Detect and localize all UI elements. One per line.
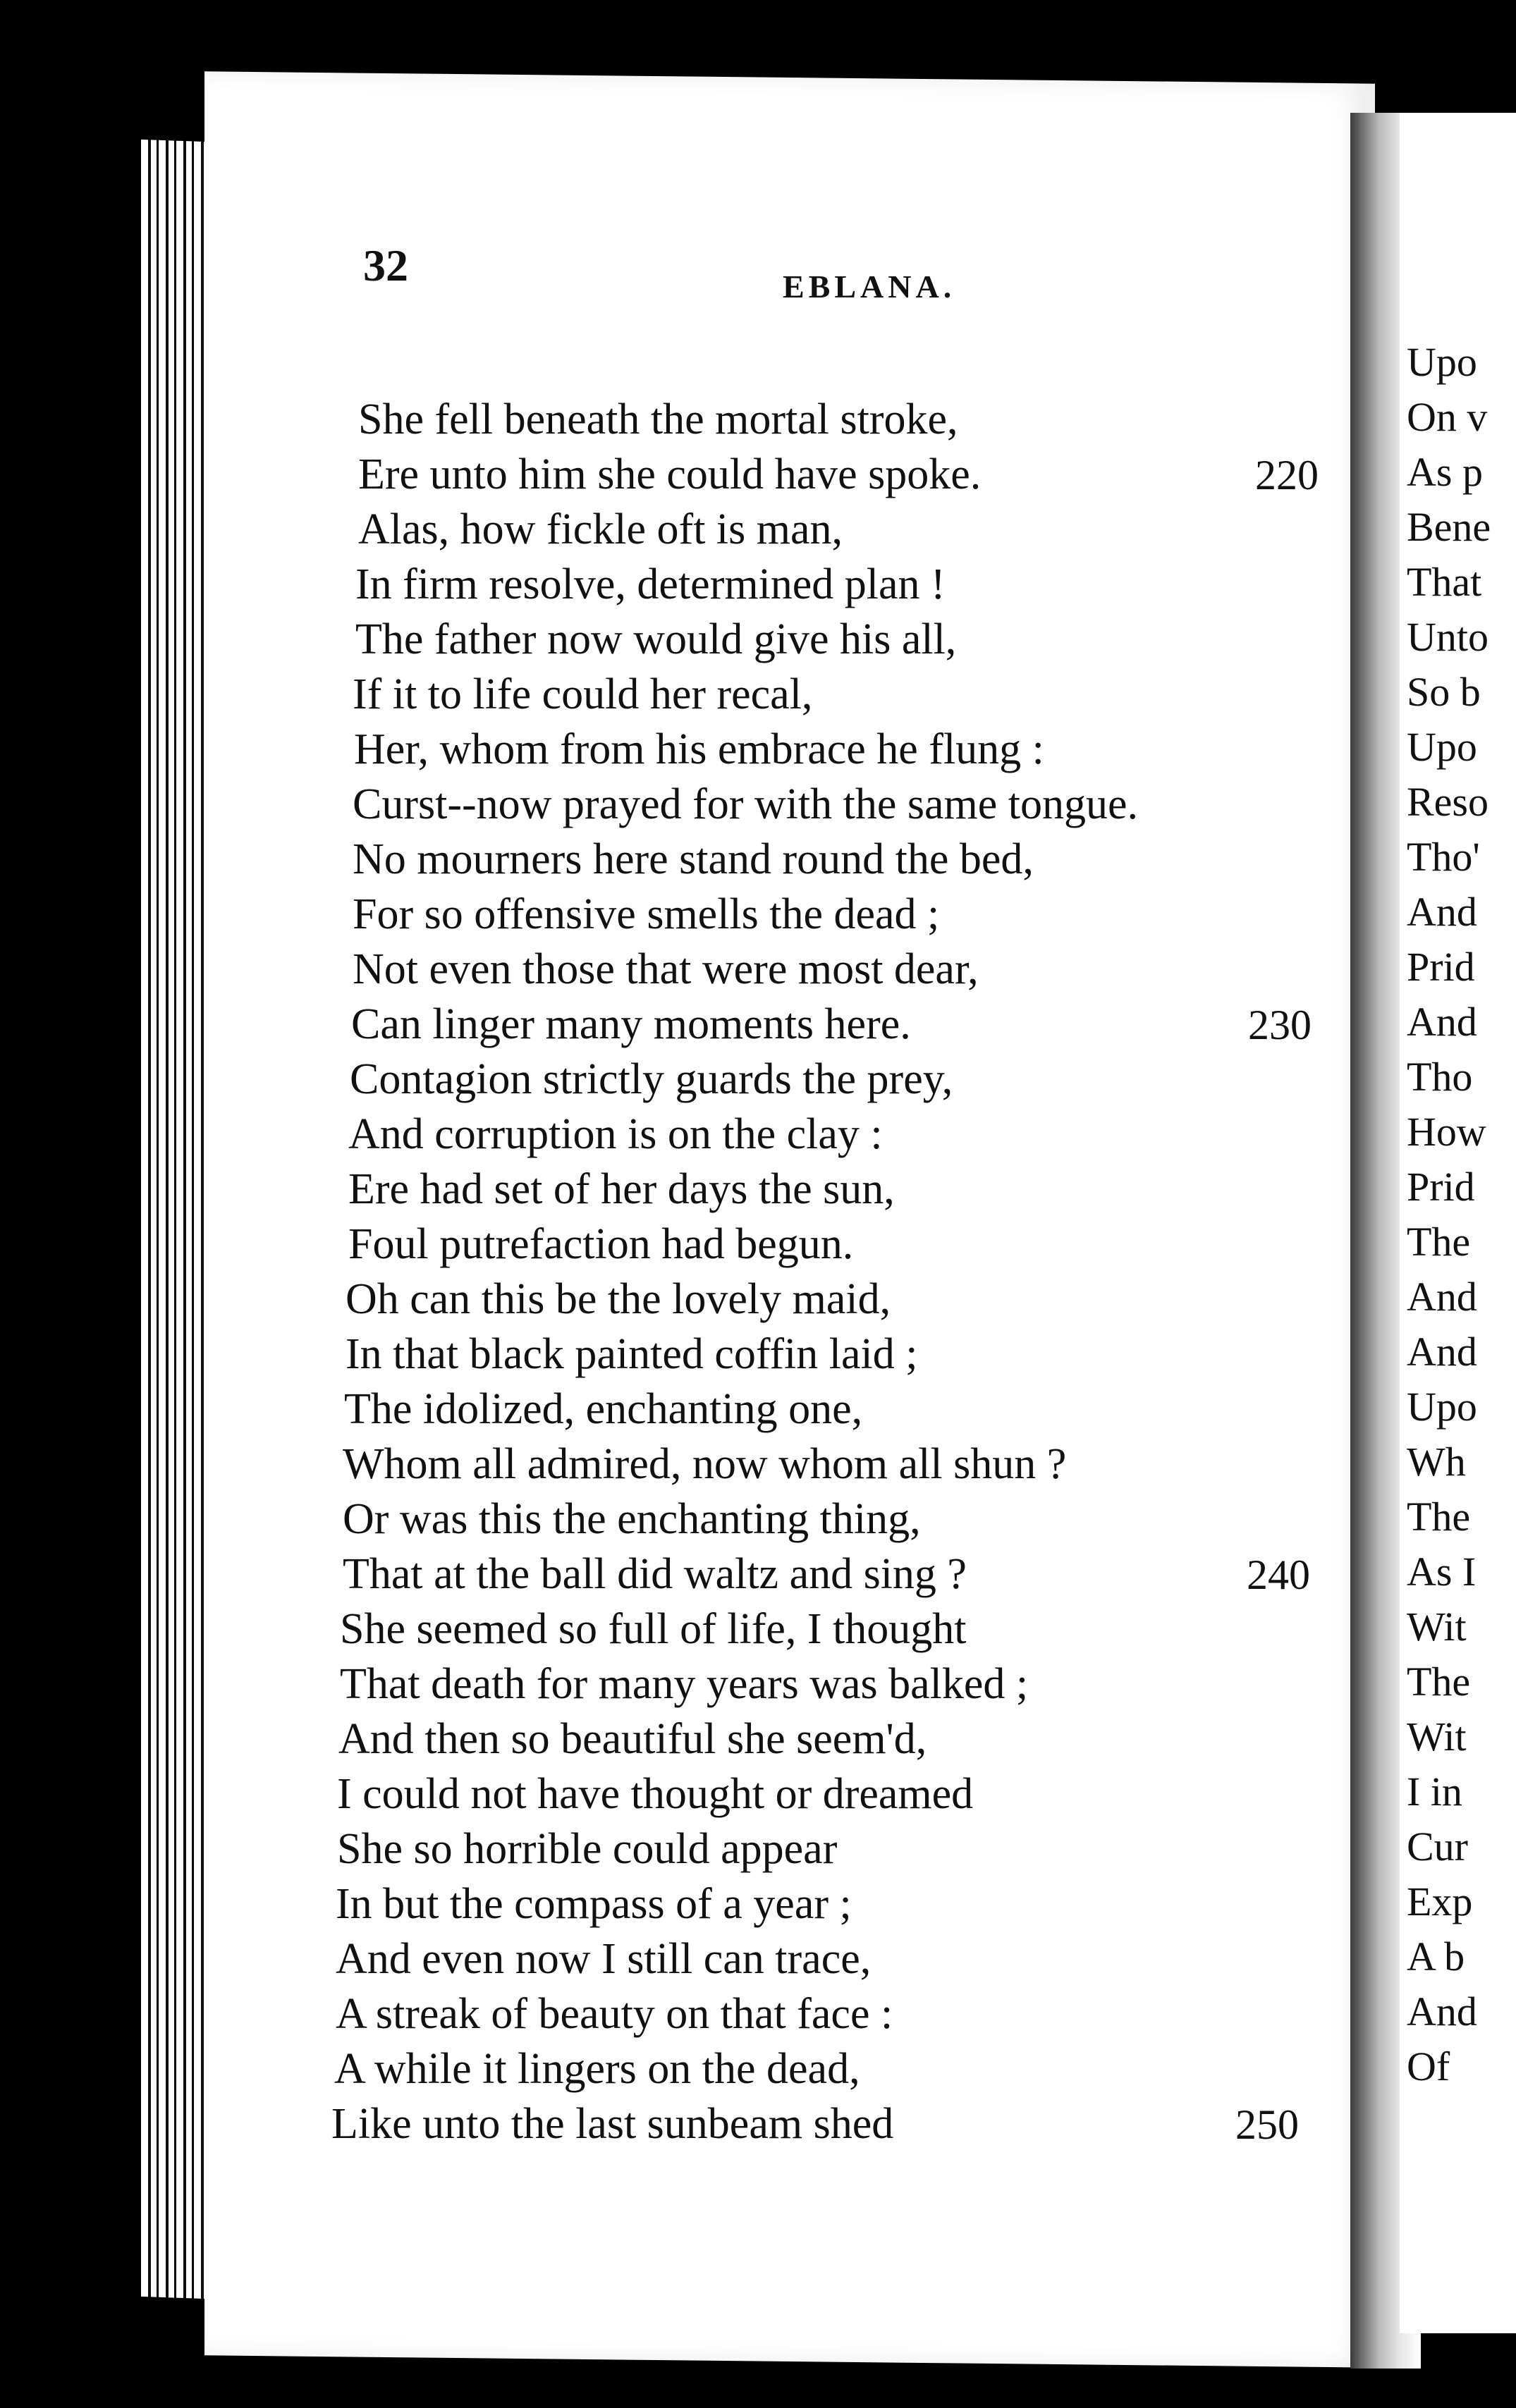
facing-page-line: Upo: [1407, 724, 1477, 770]
verse-line: Ere had set of her days the sun,: [348, 1165, 895, 1213]
facing-page-line: And: [1407, 889, 1477, 935]
running-title: EBLANA.: [783, 269, 956, 305]
verse-line: And even now I still can trace,: [336, 1935, 872, 1983]
facing-page-line: I in: [1407, 1769, 1462, 1814]
verse-line: Can linger many moments here.: [351, 1000, 911, 1048]
verse-line: A while it lingers on the dead,: [334, 2045, 860, 2093]
facing-page-line: Upo: [1407, 339, 1477, 385]
verse-line: Her, whom from his embrace he flung :: [354, 725, 1044, 773]
facing-page-line: Exp: [1407, 1879, 1473, 1924]
facing-page-line: Prid: [1407, 1164, 1475, 1210]
facing-page-line: The: [1407, 1659, 1471, 1704]
page-number: 32: [363, 240, 408, 290]
verse-line: No mourners here stand round the bed,: [353, 835, 1034, 883]
verse-line: Foul putrefaction had begun.: [348, 1220, 854, 1268]
verse-line: That death for many years was balked ;: [340, 1660, 1029, 1708]
verse-line: Not even those that were most dear,: [353, 945, 979, 993]
facing-page-line: Upo: [1407, 1384, 1477, 1430]
verse-line: Contagion strictly guards the prey,: [350, 1055, 953, 1103]
verse-line: Whom all admired, now whom all shun ?: [343, 1440, 1067, 1488]
verse-line: The father now would give his all,: [355, 615, 957, 663]
facing-page-line: Unto: [1407, 614, 1489, 660]
verse-line: If it to life could her recal,: [353, 670, 813, 718]
verse-line: Or was this the enchanting thing,: [343, 1495, 921, 1543]
verse-line: And corruption is on the clay :: [348, 1110, 883, 1158]
facing-page-line: On v: [1407, 394, 1488, 440]
facing-page-line: Tho: [1407, 1054, 1473, 1100]
facing-page-line: How: [1407, 1109, 1486, 1155]
facing-page-line: A b: [1407, 1934, 1465, 1979]
verse-line: That at the ball did waltz and sing ?: [343, 1550, 967, 1598]
verse-line: Oh can this be the lovely maid,: [346, 1275, 891, 1323]
line-number: 230: [1248, 1002, 1312, 1048]
line-number: 250: [1235, 2101, 1299, 2148]
facing-page-line: And: [1407, 1989, 1477, 2034]
line-number: 240: [1247, 1552, 1310, 1598]
facing-page-line: Wit: [1407, 1604, 1467, 1650]
facing-page-line: Bene: [1407, 504, 1491, 550]
facing-page-line: As p: [1407, 449, 1483, 495]
facing-page-line: And: [1407, 1274, 1477, 1320]
verse-line: A streak of beauty on that face :: [336, 1990, 893, 2038]
verse-line: In but the compass of a year ;: [336, 1880, 852, 1928]
verse-line: For so offensive smells the dead ;: [353, 890, 940, 938]
facing-page-line: So b: [1407, 669, 1481, 715]
verse-line: I could not have thought or dreamed: [337, 1770, 974, 1818]
verse-line: Curst--now prayed for with the same tongue.: [353, 780, 1139, 828]
facing-page-line: And: [1407, 1329, 1477, 1375]
facing-page-line: Of: [1407, 2044, 1450, 2089]
verse-line: Alas, how fickle oft is man,: [358, 505, 843, 553]
facing-page-line: That: [1407, 559, 1482, 605]
verse-line: The idolized, enchanting one,: [344, 1385, 863, 1433]
facing-page-line: The: [1407, 1219, 1471, 1265]
verse-line: She so horrible could appear: [337, 1825, 838, 1873]
verse-line: And then so beautiful she seem'd,: [338, 1715, 927, 1763]
verse-line: In that black painted coffin laid ;: [346, 1330, 918, 1378]
facing-page-line: Wh: [1407, 1439, 1466, 1485]
line-number: 220: [1255, 452, 1319, 498]
verse-line: In firm resolve, determined plan !: [355, 560, 946, 608]
facing-page-line: And: [1407, 999, 1477, 1045]
verse-line: She fell beneath the mortal stroke,: [358, 395, 958, 443]
facing-page-line: Reso: [1407, 779, 1489, 825]
verse-line: Ere unto him she could have spoke.: [358, 450, 982, 498]
facing-page-line: Tho': [1407, 834, 1480, 880]
facing-page-line: As I: [1407, 1549, 1477, 1595]
facing-page-line: The: [1407, 1494, 1471, 1540]
facing-page-line: Prid: [1407, 944, 1475, 990]
facing-page-line: Cur: [1407, 1824, 1468, 1869]
verse-line: She seemed so full of life, I thought: [340, 1605, 967, 1653]
facing-page-line: Wit: [1407, 1714, 1467, 1759]
verse-line: Like unto the last sunbeam shed: [331, 2100, 894, 2148]
